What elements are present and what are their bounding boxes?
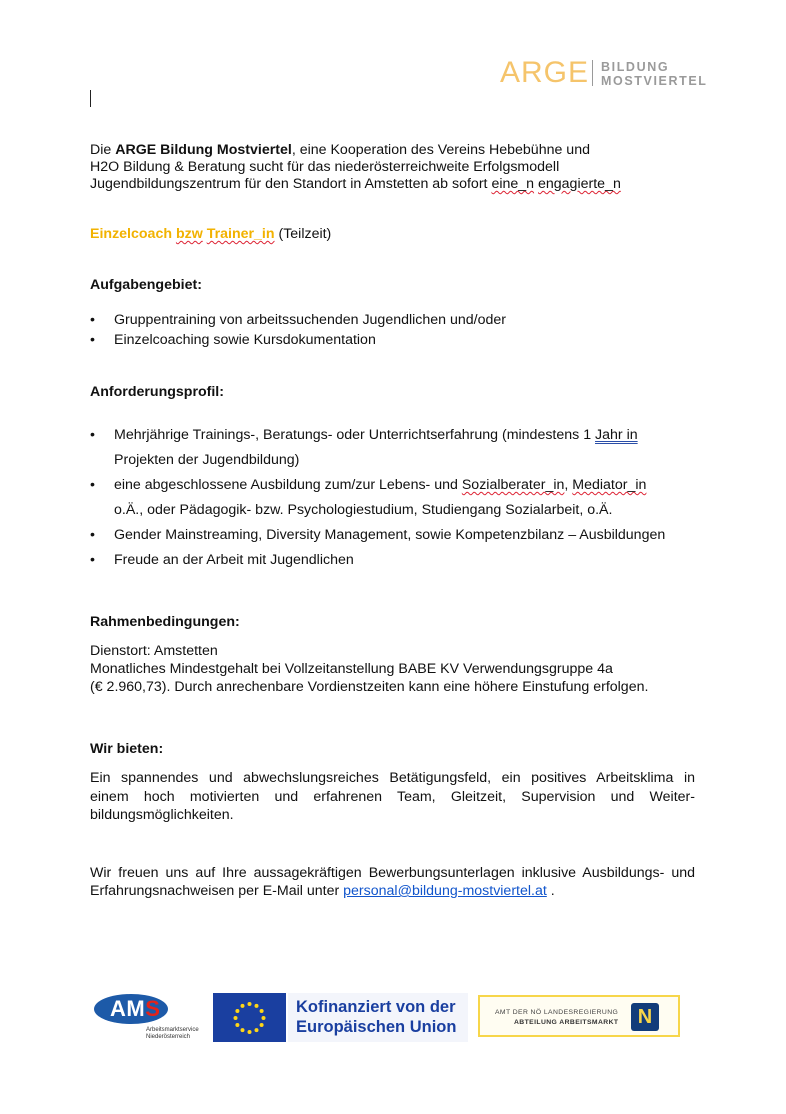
grammar-word[interactable]: Jahr in — [595, 427, 638, 443]
offer-line-2: einem hoch motivierten und erfahrenen Team, Gleitzeit, Supervision und Weiter- — [90, 789, 695, 805]
conditions-line-1: Dienstort: Amstetten — [90, 643, 218, 659]
spelling-word[interactable]: bzw — [175, 226, 203, 242]
req-text: eine abgeschlossene Ausbildung zum/zur Lebens- und — [114, 477, 462, 493]
ams-letter-s: S — [145, 996, 161, 1021]
closing-text: Erfahrungsnachweisen per E-Mail unter — [90, 883, 344, 899]
spelling-word[interactable]: Sozialberater_in — [461, 477, 565, 493]
intro-line-3-text: Jugendbildungszentrum für den Standort in Amstetten ab sofort — [90, 176, 492, 192]
org-name: ARGE Bildung Mostviertel — [115, 142, 292, 158]
offer-line-1: Ein spannendes und abwechslungsreiches Betätigungsfeld, ein positives Arbeitsklima in — [90, 770, 695, 786]
spelling-word[interactable]: Trainer_in — [206, 226, 275, 242]
eu-stars-icon — [213, 993, 286, 1042]
spelling-word[interactable]: engagierte_n — [538, 176, 621, 192]
position-role: Einzelcoach — [90, 226, 176, 242]
arge-logo: ARGE — [500, 56, 590, 89]
intro-line-1 — [90, 142, 590, 159]
bullet — [90, 332, 100, 349]
logo-mostviertel: MOSTVIERTEL — [601, 74, 708, 88]
ams-subtitle-1: Arbeitsmarktservice — [146, 1027, 199, 1033]
intro-line-3 — [90, 176, 621, 193]
list-item: Gruppentraining von arbeitssuchenden Jugendlichen und/oder — [114, 312, 507, 328]
list-item-continued: o.Ä., oder Pädagogik- bzw. Psychologiestudium, Studiengang Sozialarbeit, o.Ä. — [114, 502, 613, 518]
logo-bildung: BILDUNG — [601, 60, 670, 74]
closing-line-1: Wir freuen uns auf Ihre aussagekräftigen Bewerbungsunterlagen inklusive Ausbildungs- und — [90, 865, 695, 881]
list-item: Gender Mainstreaming, Diversity Management, sowie Kompetenzbilanz – Ausbildungen — [114, 527, 666, 543]
closing-line-2 — [90, 883, 555, 900]
bullet — [90, 477, 100, 494]
intro-prefix: Die — [90, 142, 116, 158]
eu-line-1: Kofinanziert von der — [296, 998, 456, 1016]
conditions-line-3: (€ 2.960,73). Durch anrechenbare Vordienstzeiten kann eine höhere Einstufung erfolgen. — [90, 679, 649, 695]
position-hours: (Teilzeit) — [274, 226, 332, 242]
noe-line-2: ABTEILUNG ARBEITSMARKT — [514, 1019, 619, 1026]
eu-flag-icon — [213, 993, 286, 1042]
noe-coat-icon: N — [631, 1003, 659, 1031]
spelling-word[interactable]: eine_n — [491, 176, 535, 192]
bullet — [90, 527, 100, 544]
noe-line-1: AMT DER NÖ LANDESREGIERUNG — [495, 1009, 619, 1016]
conditions-line-2: Monatliches Mindestgehalt bei Vollzeitanstellung BABE KV Verwendungsgruppe 4a — [90, 661, 613, 677]
req-text: Mehrjährige Trainings-, Beratungs- oder Unterrichtserfahrung (mindestens 1 — [114, 427, 596, 443]
logo-divider — [592, 60, 593, 86]
offer-heading: Wir bieten: — [90, 741, 164, 757]
list-item: Einzelcoaching sowie Kursdokumentation — [114, 332, 376, 348]
tasks-heading: Aufgabengebiet: — [90, 277, 202, 293]
list-item: Freude an der Arbeit mit Jugendlichen — [114, 552, 354, 568]
conditions-heading: Rahmenbedingungen: — [90, 614, 240, 630]
email-link[interactable]: personal@bildung-mostviertel.at — [343, 883, 547, 899]
eu-line-2: Europäischen Union — [296, 1018, 457, 1036]
separator: , — [564, 477, 573, 493]
requirements-heading: Anforderungsprofil: — [90, 384, 224, 400]
intro-line-2: H2O Bildung & Beratung sucht für das niederösterreichweite Erfolgsmodell — [90, 159, 560, 175]
spelling-word[interactable]: Mediator_in — [572, 477, 647, 493]
position-title — [90, 226, 331, 243]
list-item-continued: Projekten der Jugendbildung) — [114, 452, 300, 468]
bullet — [90, 427, 100, 444]
list-item — [114, 477, 646, 494]
closing-period: . — [546, 883, 555, 899]
bullet — [90, 552, 100, 569]
ams-subtitle-2: Niederösterreich — [146, 1034, 191, 1040]
list-item — [114, 427, 638, 444]
offer-line-3: bildungsmöglichkeiten. — [90, 807, 234, 823]
ams-letters: AM — [110, 996, 146, 1021]
bullet — [90, 312, 100, 329]
text-cursor — [90, 90, 91, 107]
ams-wordmark — [110, 994, 160, 1024]
intro-suffix: , eine Kooperation des Vereins Hebebühne und — [291, 142, 590, 158]
